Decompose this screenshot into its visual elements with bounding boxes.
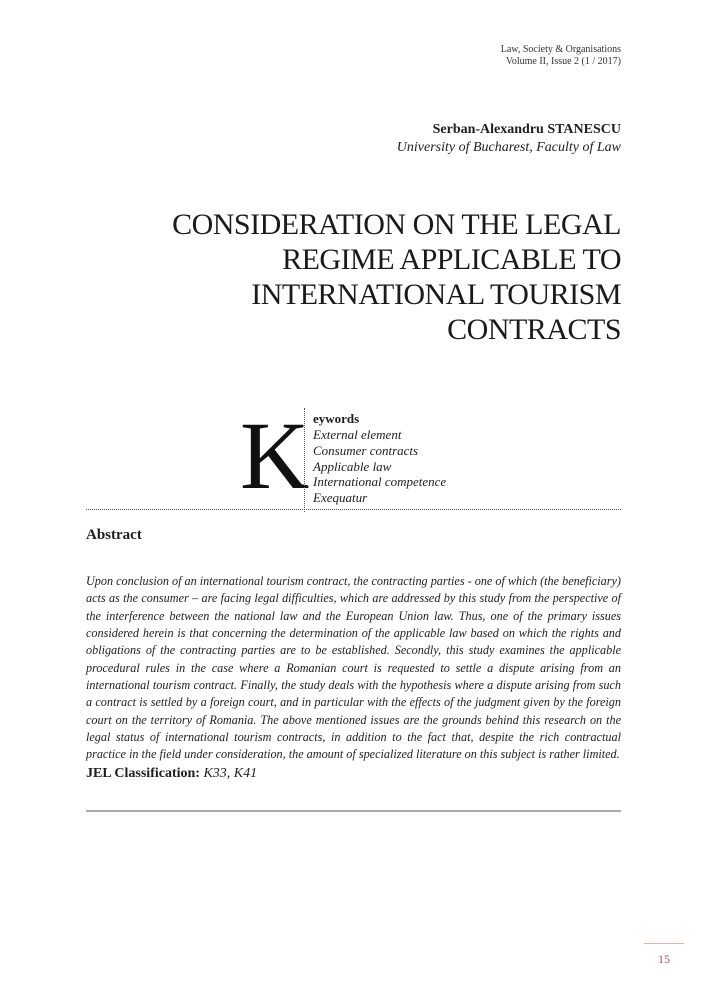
jel-codes: K33, K41 bbox=[203, 766, 258, 781]
title-line: CONSIDERATION ON THE LEGAL bbox=[172, 208, 621, 241]
keywords-drop-cap: K bbox=[240, 402, 310, 509]
title-line: INTERNATIONAL TOURISM bbox=[251, 278, 621, 311]
page-number-rule bbox=[644, 943, 684, 944]
journal-name: Law, Society & Organisations bbox=[500, 44, 621, 55]
keywords-list bbox=[313, 427, 446, 506]
author-block bbox=[397, 121, 621, 157]
title-line: REGIME APPLICABLE TO bbox=[282, 243, 621, 276]
section-end-rule bbox=[86, 810, 621, 812]
abstract-text: Upon conclusion of an international tourism contract, the contracting parties - one of which (the beneficiary) acts as the consumer – are facing legal difficulties, which are addressed by this study from the perspective of the interference between the national law and the European Union law. Thus, one of the primary issues considered herein is that concerning the determination of the applicable law based on which the rights and obligations of the contracting parties are to be established. Secondly, this study examines the applicable procedural rules in the case where a Romanian court is requested to settle a dispute arising from an international tourism contract. Finally, the study deals with the hypothesis where a dispute arising from such a contract is settled by a foreign court, and in particular with the effects of the judgment given by the foreign court on the territory of Romania. The above mentioned issues are the grounds behind this research on the legal status of international tourism contracts, in addition to the fact that, despite the rich contractual practice in the field under consideration, the amount of specialized literature on this subject is rather limited. bbox=[86, 574, 621, 762]
keywords-divider bbox=[304, 408, 305, 512]
keyword-item: External element bbox=[313, 427, 402, 442]
author-affiliation: University of Bucharest, Faculty of Law bbox=[396, 140, 621, 155]
keyword-item: Exequatur bbox=[313, 490, 368, 506]
journal-header bbox=[501, 44, 621, 68]
keywords-rule bbox=[86, 509, 621, 510]
keyword-item: Applicable law bbox=[313, 458, 392, 474]
paper-title bbox=[151, 207, 621, 347]
jel-label: JEL Classification: bbox=[86, 766, 200, 781]
page-number: 15 bbox=[658, 952, 670, 966]
keywords-block bbox=[313, 411, 446, 506]
title-line: CONTRACTS bbox=[447, 313, 621, 346]
jel-classification bbox=[86, 766, 257, 782]
keyword-item: Consumer contracts bbox=[313, 442, 419, 458]
author-name: Serban-Alexandru STANESCU bbox=[432, 122, 621, 137]
keyword-item: International competence bbox=[313, 474, 447, 490]
abstract-heading: Abstract bbox=[86, 527, 142, 543]
journal-issue: Volume II, Issue 2 (1 / 2017) bbox=[505, 56, 621, 67]
keywords-heading: eywords bbox=[313, 411, 360, 426]
